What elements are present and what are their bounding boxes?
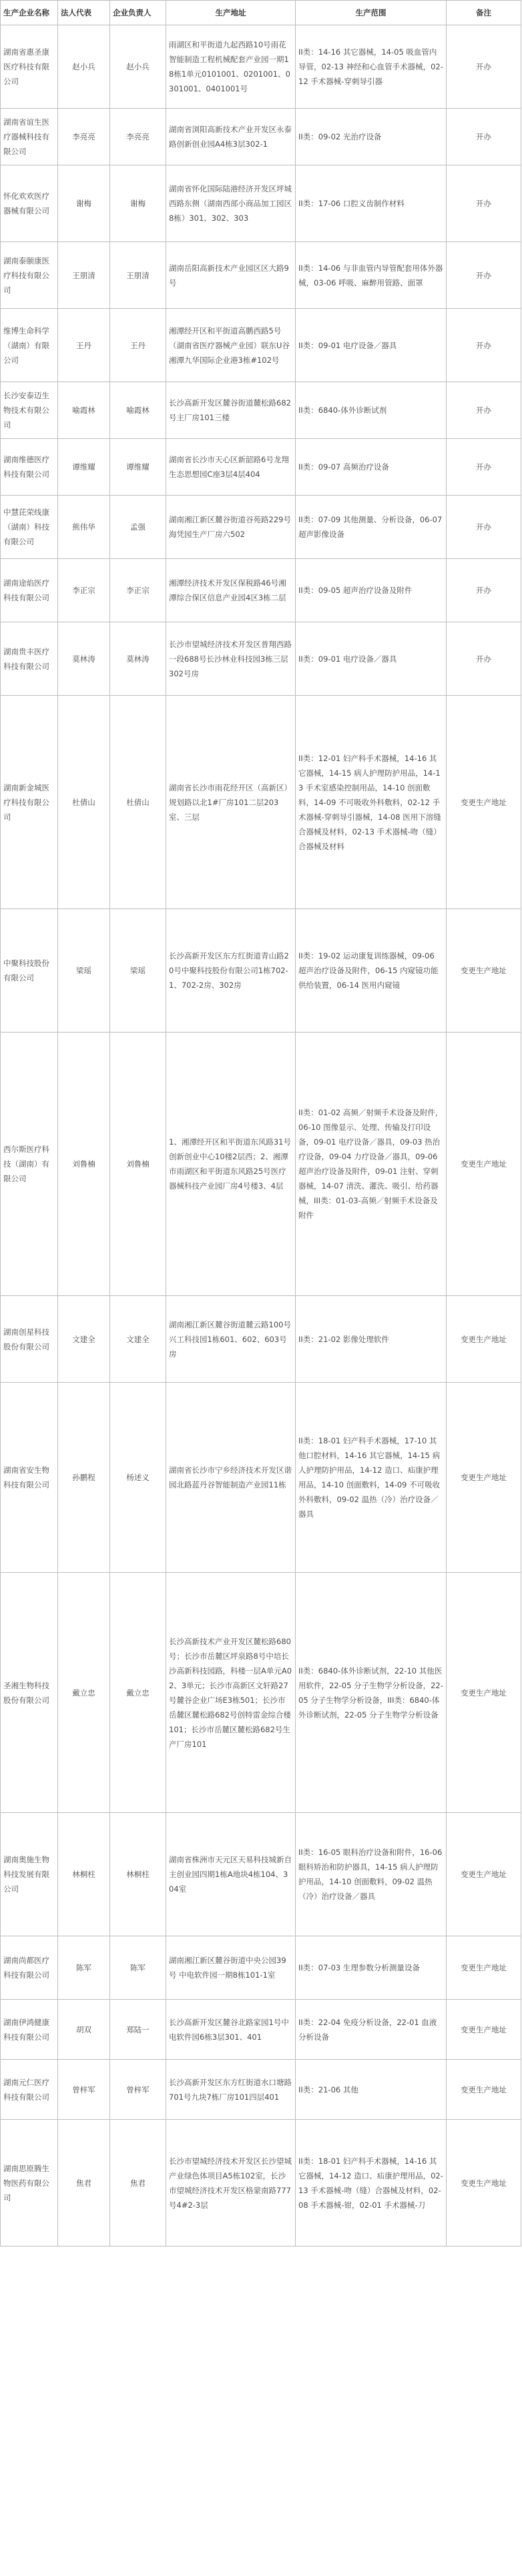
address-cell: 湖南湘江新区麓谷街道中央公园39号 中电软件园一期8栋101-1室 [166,1936,296,2000]
legal-cell: 杜倩山 [58,696,110,909]
scope-cell: II类：09-02 光治疗设备 [296,109,447,165]
company-cell: 中聚科技股份有限公司 [1,909,58,1033]
company-cell: 湖南思原腾生物医药有限公司 [1,2120,58,2246]
company-cell: 怀化欢欢医疗器械有限公司 [1,165,58,242]
table-row [1,2000,521,2060]
manager-cell: 杜倩山 [110,696,166,909]
table-row [1,309,521,382]
manager-cell: 谢梅 [110,165,166,242]
company-cell: 湖南奥施生物科技发展有限公司 [1,1813,58,1936]
manager-cell: 李亮亮 [110,109,166,165]
legal-cell: 莫林涛 [58,622,110,696]
remark-cell: 开办 [447,309,521,382]
legal-cell: 赵小兵 [58,25,110,109]
table-row [1,1813,521,1936]
remark-cell: 变更生产地址 [447,696,521,909]
address-cell: 长沙高新开发区麓谷街道麓松路682号主厂房101三楼 [166,382,296,439]
address-cell: 雨湖区和平街道九起西路10号雨花智能制造工程机械配套产业园一期18栋1单元0101001、0201001、0301001、0401001号 [166,25,296,109]
address-cell: 湖南岳阳高新技术产业园区区大路9号 [166,242,296,309]
manager-cell: 林桐柱 [110,1813,166,1936]
remark-cell: 变更生产地址 [447,1296,521,1383]
scope-cell: II类：09-07 高频治疗设备 [296,439,447,496]
table-row [1,622,521,696]
scope-cell: II类：6840-体外诊断试剂，22-10 其他医用软件，22-05 分子生物学分析设备，22-05 分子生物学分析设备，III类：6840-体外诊断试剂，22-05 分子生物学分析设备 [296,1573,447,1813]
scope-cell: II类：21-06 其他 [296,2060,447,2120]
legal-cell: 谢梅 [58,165,110,242]
scope-cell: II类：18-01 妇产科手术器械，14-16 其它器械，14-12 造口、疝康护理用品，02-13 手术器械-吻（缝）合器械及材料，02-08 手术器械-钳，02-01 手术器械-刀 [296,2120,447,2246]
table-row [1,2060,521,2120]
manager-cell: 王丹 [110,309,166,382]
manager-cell: 戴立忠 [110,1573,166,1813]
legal-cell: 文建全 [58,1296,110,1383]
address-cell: 湖南省株洲市天元区天易科技城新自主创业园四期1栋A地块4栋104、304室 [166,1813,296,1936]
scope-cell: II类：01-02 高频／射频手术设备及附件，06-10 图像显示、处理、传输及打印设备，09-01 电疗设备／器具，09-03 热治疗设备，09-04 力疗设备／器具，09-06 超声治疗设备及附件，09-01 注射、穿刺器械，14-07 清洗、灌洗、吸引、给药器械，III类：01-03-高频／射频手术设备及附件 [296,1033,447,1296]
manager-cell: 莫林涛 [110,622,166,696]
table-row [1,382,521,439]
table-row [1,1573,521,1813]
legal-cell: 曾梓军 [58,2060,110,2120]
address-cell: 长沙市望城经济技术开发区普翔西路一段688号长沙林业科技园3栋三层302号房 [166,622,296,696]
address-cell: 湖南湘江新区麓谷街道谷苑路229号海凭园生产厂房六502 [166,496,296,559]
table-row [1,696,521,909]
scope-cell: II类：09-01 电疗设备／器具 [296,309,447,382]
scope-cell: II类：6840-体外诊断试剂 [296,382,447,439]
scope-cell: II类：07-09 其他测量、分析设备，06-07超声影像设备 [296,496,447,559]
address-cell: 长沙高新开发区东方红街道青山路20号中聚科技股份有限公司1栋702-1、702-2房、302房 [166,909,296,1033]
scope-cell: II类：18-01 妇产科手术器械，17-10 其他口腔材料，14-16 其它器械，14-15 病人护理防护用品，14-12 造口、疝康护理用品，14-10 创面敷料，14-09 不可吸收外科敷料，09-02 温热（冷）治疗设备／器具 [296,1383,447,1573]
manager-cell: 杨述义 [110,1383,166,1573]
address-cell: 湘潭经济技术开发区保税路46号湘潭综合保区信息产业园4区3栋二层 [166,559,296,622]
manager-cell: 赵小兵 [110,25,166,109]
company-cell: 湖南贵丰医疗科技有限公司 [1,622,58,696]
legal-cell: 李亮亮 [58,109,110,165]
manager-cell: 谭维耀 [110,439,166,496]
address-cell: 湖南省怀化国际陆港经济开发区坪城西路东侧（湖南西部小商品加工园区8栋）301、302、303 [166,165,296,242]
table-row [1,909,521,1033]
table-row [1,25,521,109]
legal-cell: 刘鲁楠 [58,1033,110,1296]
company-cell: 湖南尚都医疗科技有限公司 [1,1936,58,2000]
col-header-address: 生产地址 [166,1,296,25]
remark-cell: 变更生产地址 [447,909,521,1033]
address-cell: 1、湘潭经开区和平街道东风路31号创新创业中心10楼2层西；2、湘潭市雨湖区和平街道东风路25号医疗器械科技产业园厂房4号楼3、4层 [166,1033,296,1296]
remark-cell: 开办 [447,165,521,242]
scope-cell: II类：22-04 免疫分析设备，22-01 血液分析设备 [296,2000,447,2060]
scope-cell: II类：14-06 与非血管内导管配套用体外器械，03-06 呼吸、麻醉用管路、面罩 [296,242,447,309]
legal-cell: 林桐柱 [58,1813,110,1936]
manager-cell: 陈军 [110,1936,166,2000]
manager-cell: 郑陆一 [110,2000,166,2060]
remark-cell: 开办 [447,25,521,109]
company-cell: 圣湘生物科技股份有限公司 [1,1573,58,1813]
legal-cell: 陈军 [58,1936,110,2000]
company-cell: 维博生命科学（湖南）有限公司 [1,309,58,382]
col-header-manager: 企业负责人 [110,1,166,25]
remark-cell: 变更生产地址 [447,2060,521,2120]
remark-cell: 开办 [447,439,521,496]
remark-cell: 变更生产地址 [447,2120,521,2246]
manager-cell: 焦君 [110,2120,166,2246]
legal-cell: 孙鹏程 [58,1383,110,1573]
manager-cell: 孟强 [110,496,166,559]
legal-cell: 梁瑶 [58,909,110,1033]
address-cell: 湖南湘江新区麓谷街道麓云路100号兴工科技园1栋601、602、603号房 [166,1296,296,1383]
manager-cell: 梁瑶 [110,909,166,1033]
legal-cell: 喻霞林 [58,382,110,439]
table-row [1,109,521,165]
table-row [1,1296,521,1383]
remark-cell: 变更生产地址 [447,1936,521,2000]
manager-cell: 文建全 [110,1296,166,1383]
header-row [1,1,521,25]
company-cell: 湖南维德医疗科技有限公司 [1,439,58,496]
scope-cell: II类：14-16 其它器械，14-05 吸血管内导管，02-13 神经和心血管手术器械，02-12 手术器械-穿刺导引器 [296,25,447,109]
company-cell: 湖南创星科技股份有限公司 [1,1296,58,1383]
manager-cell: 喻霞林 [110,382,166,439]
table-row [1,496,521,559]
table-row [1,1936,521,2000]
company-cell: 湖南伊鸿健康科技有限公司 [1,2000,58,2060]
remark-cell: 开办 [447,622,521,696]
table-row [1,1033,521,1296]
manager-cell: 李正宗 [110,559,166,622]
remark-cell: 变更生产地址 [447,1033,521,1296]
table-row [1,439,521,496]
table-row [1,559,521,622]
address-cell: 湖南省浏阳高新技术产业开发区永泰路创新创业园A4栋3层302-1 [166,109,296,165]
legal-cell: 王丹 [58,309,110,382]
col-header-scope: 生产范围 [296,1,447,25]
company-cell: 长沙安泰迈生物技术有限公司 [1,382,58,439]
address-cell: 湘潭经开区和平街道高鹏西路5号（湖南省医疗器械产业园）联东U谷湘潭九华国际企业港3栋#102号 [166,309,296,382]
scope-cell: II类：12-01 妇产科手术器械，14-16 其它器械，14-15 病人护理防护用品，14-13 手术室感染控制用品，14-10 创面敷料，14-09 不可吸收外科敷料，02-12 手术器械-穿刺导引器械，14-08 医用下溶缝合器械及材料，02-13 手术器械-吻（缝）合器械及材料 [296,696,447,909]
table-row [1,1383,521,1573]
address-cell: 长沙高新开发区麓谷北路家园1号中电软件园6栋3层301、401 [166,2000,296,2060]
table-row [1,2120,521,2246]
legal-cell: 戴立忠 [58,1573,110,1813]
address-cell: 长沙高新开发区东方红街道水口塘路701号九块7栋厂房101四层401 [166,2060,296,2120]
legal-cell: 李正宗 [58,559,110,622]
remark-cell: 开办 [447,559,521,622]
manager-cell: 曾梓军 [110,2060,166,2120]
address-cell: 湖南省长沙市宁乡经济技术开发区谐园北路蓝丹谷智能制造产业园11栋 [166,1383,296,1573]
scope-cell: II类：19-02 运动康复训练器械，09-06 超声治疗设备及附件，06-15 内窥镜功能供给装置，06-14 医用内窥镜 [296,909,447,1033]
company-cell: 湖南新金城医疗科技有限公司 [1,696,58,909]
legal-cell: 王朋清 [58,242,110,309]
company-cell: 湖南元仁医疗科技有限公司 [1,2060,58,2120]
company-cell: 湖南省谊生医疗器械科技有限公司 [1,109,58,165]
remark-cell: 开办 [447,496,521,559]
legal-cell: 焦君 [58,2120,110,2246]
legal-cell: 胡双 [58,2000,110,2060]
manager-cell: 王朋清 [110,242,166,309]
table-row [1,165,521,242]
scope-cell: II类：09-05 超声治疗设备及附件 [296,559,447,622]
scope-cell: II类：17-06 口腔义齿制作材料 [296,165,447,242]
legal-cell: 谭维耀 [58,439,110,496]
remark-cell: 开办 [447,242,521,309]
company-cell: 湖南泰颐康医疗科技有限公司 [1,242,58,309]
remark-cell: 变更生产地址 [447,1813,521,1936]
remark-cell: 开办 [447,109,521,165]
remark-cell: 变更生产地址 [447,2000,521,2060]
remark-cell: 变更生产地址 [447,1383,521,1573]
col-header-remark: 备注 [447,1,521,25]
col-header-legal: 法人代表 [58,1,110,25]
remark-cell: 开办 [447,382,521,439]
address-cell: 长沙高新技术产业开发区麓松路680号；长沙市岳麓区坪泉路8号中培长沙高新科技园路，科楼一层A单元A02、3单元；长沙市高新区文轩路27号麓谷企业广场E3栋501；长沙市岳麓区麓松路682号创特雷金综合楼101；长沙市岳麓区麓松路682号生产厂房101 [166,1573,296,1813]
table-row [1,242,521,309]
legal-cell: 熊伟华 [58,496,110,559]
address-cell: 湖南省长沙市天心区新韶路6号龙翔生态思想园C座3层4层404 [166,439,296,496]
manager-cell: 刘鲁楠 [110,1033,166,1296]
company-cell: 湖南省惠圣康医疗科技有限公司 [1,25,58,109]
col-header-company: 生产企业名称 [1,1,58,25]
remark-cell: 变更生产地址 [447,1573,521,1813]
company-cell: 湖南省安生物科技有限公司 [1,1383,58,1573]
company-cell: 中慧芘荣线康（湖南）科技有限公司 [1,496,58,559]
address-cell: 长沙市望城经济技术开发区长沙望城产业绿色体项目A5栋102室，长沙市望城经济技术开发区格蒙南路777号4#2-3层 [166,2120,296,2246]
scope-cell: II类：07-03 生理参数分析测量设备 [296,1936,447,2000]
scope-cell: II类：09-01 电疗设备／器具 [296,622,447,696]
address-cell: 湖南省长沙市雨花经开区（高新区）规划路以北1#厂房101二层203室、三层 [166,696,296,909]
scope-cell: II类：16-05 眼科治疗设备和附件，16-06 眼科矫治和防护器具，14-15 病人护理防护用品，14-10 创面敷料，09-02 温热（冷）治疗设备／器具 [296,1813,447,1936]
company-cell: 湖南途焰医疗科技有限公司 [1,559,58,622]
scope-cell: II类：21-02 影像处理软件 [296,1296,447,1383]
company-cell: 西尔斯医疗科技（湖南）有限公司 [1,1033,58,1296]
